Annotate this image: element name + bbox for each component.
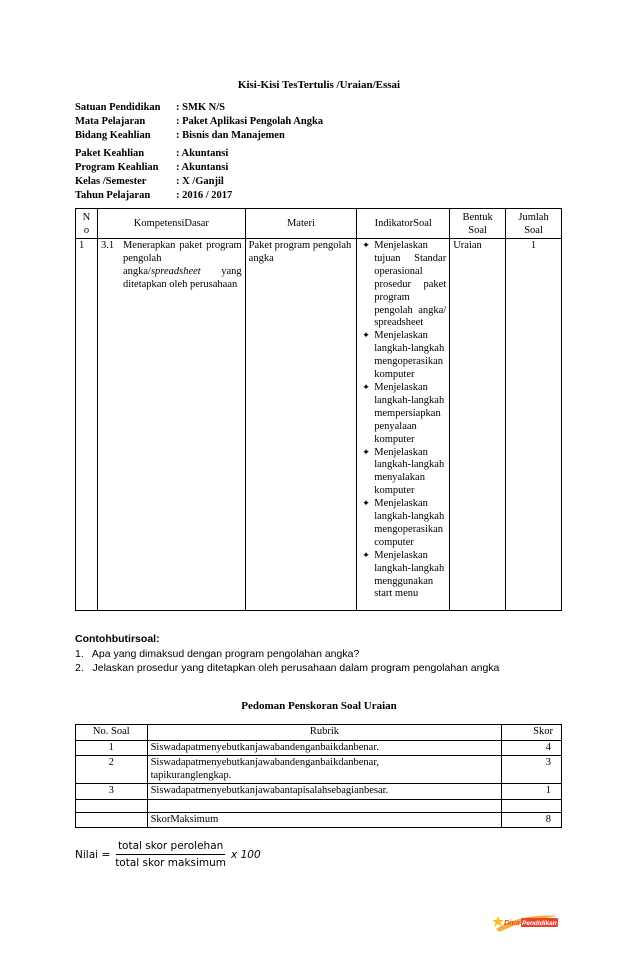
list-item: ✦ Menjelaskan langkah-langkah mempersiapkan penyalaan komputer	[362, 381, 445, 445]
list-item: ✦ Menjelaskan langkah-langkah menyalakan komputer	[362, 446, 445, 497]
logo-text-2: Pendidikan	[522, 920, 557, 927]
identity-block	[75, 101, 323, 203]
table-row	[76, 812, 562, 828]
example-item: 1. Apa yang dimaksud dengan program pengolahan angka?	[75, 647, 360, 660]
meta-value: : Akuntansi	[176, 161, 229, 173]
star-bullet-icon: ✦	[362, 241, 370, 251]
table-row	[76, 799, 562, 812]
cell-materi: Paket program pengolah angka	[245, 239, 357, 611]
cell-skor: 1	[502, 784, 562, 800]
diva-pendidikan-logo	[492, 910, 560, 934]
header-materi: Materi	[245, 209, 357, 239]
cell-no-soal	[76, 812, 148, 828]
list-item: ✦ Menjelaskan tujuan Standar operasional prosedur paket program pengolah angka/ spreadsheet	[362, 240, 447, 329]
indikator-list	[363, 240, 446, 601]
kisi-kisi-table	[75, 208, 562, 611]
cell-rubrik	[147, 799, 502, 812]
table-row	[76, 740, 562, 756]
example-item: 2. Jelaskan prosedur yang ditetapkan oleh perusahaan dalam program pengolahan angka	[75, 662, 500, 674]
document-title: Kisi-Kisi TesTertulis /Uraian/Essai	[237, 79, 401, 91]
star-bullet-icon: ✦	[362, 447, 370, 458]
header-rubrik: Rubrik	[147, 725, 502, 741]
table-row	[76, 784, 562, 800]
meta-label: Mata Pelajaran	[75, 116, 146, 128]
cell-no-soal: 1	[76, 740, 148, 756]
meta-row	[75, 147, 323, 161]
cell-skor: 3	[502, 756, 562, 784]
cell-max-value: 8	[502, 812, 562, 828]
meta-label: Satuan Pendidikan	[75, 102, 161, 113]
meta-label: Kelas /Semester	[75, 176, 147, 188]
list-item: ✦ Menjelaskan langkah-langkah mengoperasikan komputer	[362, 330, 445, 381]
cell-no-soal: 2	[76, 756, 148, 784]
meta-value: : Bisnis dan Manajemen	[176, 130, 285, 142]
meta-row	[75, 161, 323, 175]
cell-no: 1	[76, 239, 98, 611]
cell-skor: 4	[502, 740, 562, 756]
table-header-row	[76, 725, 562, 741]
cell-rubrik: Siswadapatmenyebutkanjawabantapisalahsebagianbesar.	[147, 784, 502, 800]
cell-jumlah: 1	[506, 239, 562, 611]
cell-no-soal: 3	[76, 784, 148, 800]
list-item: ✦ Menjelaskan langkah-langkah menggunakan start menu	[362, 549, 445, 600]
meta-label: Paket Keahlian	[75, 147, 145, 159]
formula-fraction	[113, 840, 228, 869]
star-bullet-icon: ✦	[362, 382, 370, 393]
star-bullet-icon: ✦	[362, 499, 370, 510]
formula-denominator: total skor maksimum	[115, 857, 227, 869]
meta-value: : 2016 / 2017	[176, 190, 233, 202]
table-header-row	[76, 209, 562, 239]
cell-indikator	[357, 239, 450, 611]
meta-row	[75, 189, 323, 203]
scoring-table	[75, 724, 562, 828]
kd-number: 3.1	[100, 240, 115, 251]
example-questions	[75, 632, 499, 676]
cell-max-label: SkorMaksimum	[147, 812, 502, 828]
meta-label: Program Keahlian	[75, 161, 159, 173]
cell-skor	[502, 799, 562, 812]
header-no-soal: No. Soal	[76, 725, 148, 741]
cell-bentuk: Uraian	[450, 239, 506, 611]
header-skor: Skor	[502, 725, 562, 741]
list-item: ✦ Menjelaskan langkah-langkah mengoperasikan computer	[362, 498, 445, 548]
table-row	[76, 239, 562, 611]
example-heading: Contohbutirsoal:	[75, 633, 160, 645]
cell-rubrik: Siswadapatmenyebutkanjawabandenganbaikdanbenar, tapikuranglengkap.	[147, 756, 502, 784]
star-bullet-icon: ✦	[362, 550, 370, 561]
logo-text-1: Diva	[504, 918, 520, 927]
formula-multiplier: x 100	[231, 848, 261, 861]
table-row	[76, 756, 562, 784]
formula-numerator: total skor perolehan	[116, 840, 225, 855]
meta-value: : SMK N/S	[176, 102, 226, 113]
meta-row	[75, 101, 323, 115]
meta-value: : X /Ganjil	[176, 176, 224, 188]
meta-row	[75, 115, 323, 129]
pedoman-title: Pedoman Penskoran Soal Uraian	[241, 700, 397, 712]
header-kompetensi: KompetensiDasar	[97, 209, 245, 239]
kd-text-italic: spreadsheet	[150, 265, 201, 277]
meta-row	[75, 175, 323, 189]
kd-text: Menerapkan paket program pengolah angka/	[122, 240, 242, 277]
kd-text: yang ditetapkan oleh perusahaan	[122, 265, 242, 290]
header-indikator: IndikatorSoal	[357, 209, 450, 239]
formula-lhs: Nilai =	[75, 848, 111, 861]
meta-row	[75, 129, 323, 143]
score-formula	[75, 840, 261, 869]
star-bullet-icon: ✦	[362, 331, 370, 342]
cell-kompetensi	[97, 239, 245, 611]
meta-value: : Paket Aplikasi Pengolah Angka	[176, 116, 324, 128]
header-jumlah: Jumlah Soal	[506, 209, 562, 239]
meta-label: Tahun Pelajaran	[75, 190, 151, 202]
cell-no-soal	[76, 799, 148, 812]
meta-label: Bidang Keahlian	[75, 130, 151, 142]
header-bentuk: Bentuk Soal	[450, 209, 506, 239]
cell-rubrik: Siswadapatmenyebutkanjawabandenganbaikdanbenar.	[147, 740, 502, 756]
meta-value: : Akuntansi	[176, 147, 229, 159]
header-no: N o	[76, 209, 98, 239]
